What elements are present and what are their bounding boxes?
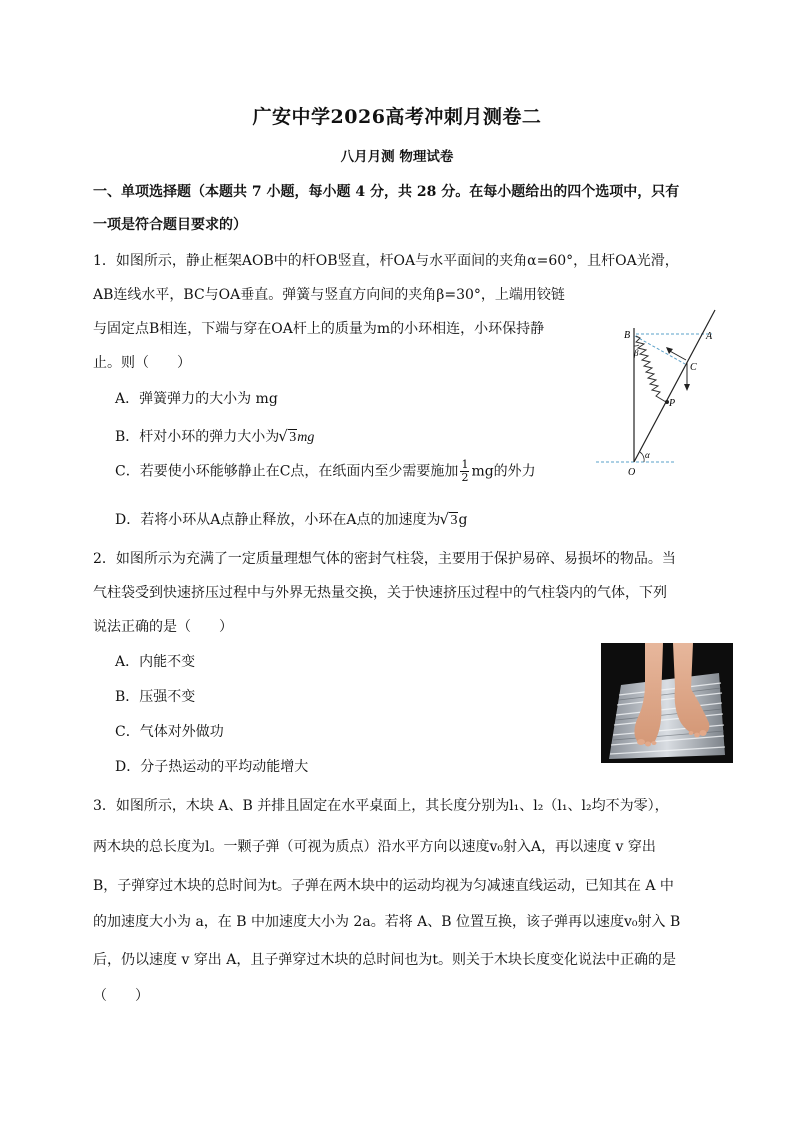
q3-line4: 的加速度大小为 a，在 B 中加速度大小为 2a。若将 A、B 位置互换，该子弹再以速度v₀射入 B	[93, 914, 681, 930]
q1-line1: 1．如图所示，静止框架AOB中的杆OB竖直，杆OA与水平面间的夹角α=60°，且杆OA光滑，	[93, 253, 679, 269]
fraction-numerator: 1	[461, 458, 469, 471]
q1-option-d	[115, 509, 467, 529]
q2-line1: 2．如图所示为充满了一定质量理想气体的密封气柱袋，主要用于保护易碎、易损坏的物品。当	[93, 551, 676, 567]
q1-option-d-radicand: 3	[450, 513, 458, 528]
q1-option-b	[115, 426, 314, 446]
q1-line3: 与固定点B相连，下端与穿在OA杆上的质量为m的小环相连，小环保持静	[93, 321, 545, 337]
rod-oa	[634, 310, 715, 462]
angle-alpha-arc	[640, 452, 644, 462]
q1-option-d-text: D．若将小环从A点静止释放，小环在A点的加速度为	[115, 512, 441, 528]
q2-line3: 说法正确的是（ ）	[93, 619, 233, 635]
label-c: C	[690, 362, 697, 373]
q1-option-a: A．弹簧弹力的大小为 mg	[115, 391, 278, 407]
label-p: P	[669, 398, 676, 409]
q1-line4: 止。则（ ）	[93, 355, 191, 371]
q3-line2: 两木块的总长度为l。一颗子弹（可视为质点）沿水平方向以速度v₀射入A，再以速度 v 穿出	[93, 839, 656, 855]
air-column-bag-photo	[601, 643, 733, 763]
q1-option-d-unit: g	[458, 512, 468, 528]
label-b: B	[624, 330, 631, 341]
q1-frame-diagram	[594, 306, 744, 478]
q2-option-d: D．分子热运动的平均动能增大	[115, 759, 309, 775]
q2-line2: 气柱袋受到快速挤压过程中与外界无热量交换，关于快速挤压过程中的气柱袋内的气体，下列	[93, 585, 667, 601]
spring	[636, 336, 666, 402]
q1-option-b-radicand: 3	[289, 430, 297, 445]
fraction-denominator: 2	[461, 471, 469, 484]
gravity-arrow-head	[684, 384, 690, 391]
sqrt-symbol	[441, 512, 458, 529]
q1-option-c-tail: mg的外力	[471, 463, 536, 480]
q2-option-c: C．气体对外做功	[115, 724, 224, 740]
q1-option-c	[115, 459, 536, 484]
angle-beta-arc	[634, 345, 639, 346]
q3-line3: B，子弹穿过木块的总时间为t。子弹在两木块中的运动均视为匀减速直线运动，已知其在 A 中	[93, 878, 674, 894]
q1-option-b-text: B．杆对小环的弹力大小为	[115, 429, 280, 445]
label-alpha: α	[645, 450, 650, 460]
q2-option-a: A．内能不变	[115, 654, 196, 670]
q3-line5: 后，仍以速度 v 穿出 A，且子弹穿过木块的总时间也为t。则关于木块长度变化说法中正确的是	[93, 952, 676, 968]
q1-option-c-text: C．若要使小环能够静止在C点，在纸面内至少需要施加	[115, 463, 459, 480]
q2-option-b: B．压强不变	[115, 689, 196, 705]
label-beta: β	[634, 348, 639, 358]
exam-title: 广安中学2026高考冲刺月测卷二	[252, 106, 542, 128]
fraction	[460, 459, 469, 484]
q1-option-b-unit: mg	[297, 430, 315, 445]
label-a: A	[706, 331, 713, 342]
sqrt-symbol	[280, 429, 297, 446]
section-heading-line2: 一项是符合题目要求的）	[93, 217, 247, 233]
label-o: O	[628, 467, 636, 478]
exam-subtitle: 八月月测 物理试卷	[340, 149, 454, 165]
q3-line1: 3．如图所示，木块 A、B 并排且固定在水平桌面上，其长度分别为l₁、l₂（l₁、l₂均不为零），	[93, 798, 669, 814]
section-heading-line1: 一、单项选择题（本题共 7 小题，每小题 4 分，共 28 分。在每小题给出的四个选项中，只有	[93, 184, 680, 200]
force-arrow-head	[666, 347, 673, 354]
q1-line2: AB连线水平，BC与OA垂直。弹簧与竖直方向间的夹角β=30°，上端用铰链	[93, 287, 565, 303]
q3-line6: （ ）	[93, 988, 149, 1004]
